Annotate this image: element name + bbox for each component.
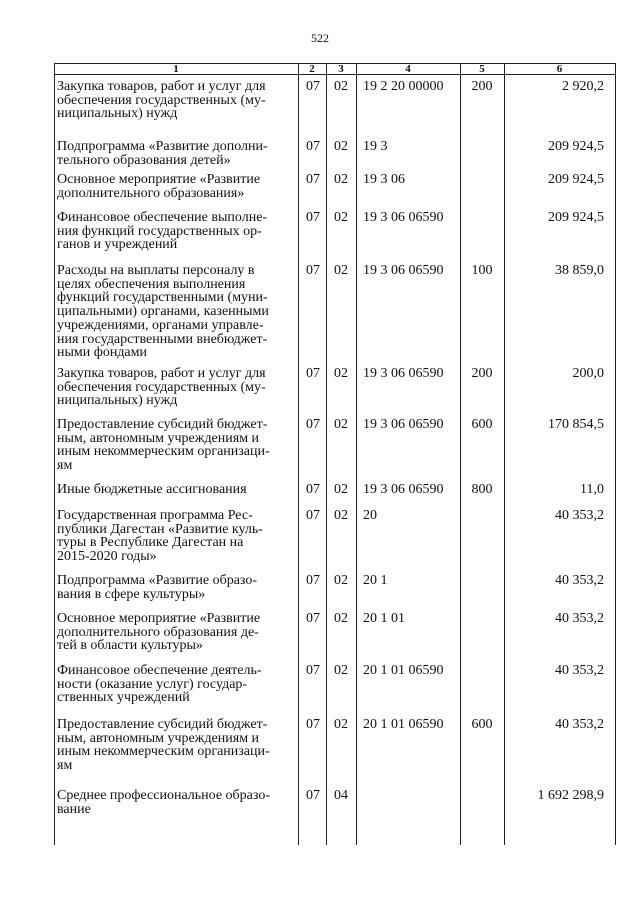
row-section: 07 [306, 210, 320, 225]
row-name: Подпрограмма «Развитие образо- вания в сфере культуры» [57, 573, 258, 602]
column-border [326, 63, 327, 845]
row-subsection: 02 [334, 172, 348, 187]
row-subsection: 02 [334, 508, 348, 523]
row-expense-type: 600 [471, 417, 493, 432]
row-target-article: 19 3 [363, 139, 388, 154]
row-sum: 11,0 [580, 482, 604, 497]
row-target-article: 19 2 20 00000 [363, 79, 444, 94]
row-section: 07 [306, 417, 320, 432]
row-target-article: 20 1 01 06590 [363, 663, 444, 678]
row-sum: 209 924,5 [548, 139, 604, 154]
row-section: 07 [306, 611, 320, 626]
row-expense-type: 200 [471, 366, 493, 381]
row-subsection: 02 [334, 663, 348, 678]
header-col-3: 3 [338, 63, 344, 75]
row-section: 07 [306, 663, 320, 678]
row-section: 07 [306, 79, 320, 94]
row-target-article: 20 1 01 06590 [363, 717, 444, 732]
header-bottom-border [54, 74, 616, 75]
row-sum: 40 353,2 [555, 611, 604, 626]
row-name: Финансовое обеспечение выполне- ния функций государственных ор- ганов и учреждений [57, 210, 268, 253]
row-expense-type: 200 [471, 79, 493, 94]
row-target-article: 19 3 06 06590 [363, 366, 444, 381]
budget-table [54, 63, 616, 845]
row-name: Расходы на выплаты персоналу в целях обеспечения выполнения функций государственными (муни- ципальными) органами, казенными учреждениями, органами управле- ния государственными внебюджет- ными фондами [57, 263, 269, 361]
row-subsection: 04 [334, 788, 348, 803]
row-subsection: 02 [334, 366, 348, 381]
row-subsection: 02 [334, 573, 348, 588]
row-sum: 209 924,5 [548, 210, 604, 225]
row-name: Подпрограмма «Развитие дополни- тельного образования детей» [57, 139, 268, 168]
row-sum: 40 353,2 [555, 508, 604, 523]
column-border [298, 63, 299, 845]
row-target-article: 19 3 06 06590 [363, 210, 444, 225]
row-name: Государственная программа Рес- публики Дагестан «Развитие куль- туры в Республике Дагестан на 2015-2020 годы» [57, 508, 263, 565]
row-section: 07 [306, 573, 320, 588]
row-section: 07 [306, 508, 320, 523]
row-subsection: 02 [334, 611, 348, 626]
column-border [504, 63, 505, 845]
column-border [54, 63, 55, 845]
page-number: 522 [311, 31, 329, 45]
row-sum: 40 353,2 [555, 717, 604, 732]
row-name: Основное мероприятие «Развитие дополнительного образования де- тей в области культуры» [57, 611, 261, 654]
row-section: 07 [306, 482, 320, 497]
row-sum: 1 692 298,9 [537, 788, 604, 803]
row-expense-type: 100 [471, 263, 493, 278]
row-section: 07 [306, 172, 320, 187]
header-col-1: 1 [173, 63, 179, 75]
row-section: 07 [306, 788, 320, 803]
header-col-6: 6 [556, 63, 563, 75]
row-subsection: 02 [334, 139, 348, 154]
row-name: Среднее профессиональное образо- вание [57, 788, 270, 817]
row-target-article: 20 1 [363, 573, 388, 588]
row-name: Предоставление субсидий бюджет- ным, автономным учреждениям и иным некоммерческим организаци- ям [57, 717, 270, 774]
row-subsection: 02 [334, 210, 348, 225]
header-col-2: 2 [309, 63, 315, 75]
row-subsection: 02 [334, 263, 348, 278]
row-name: Финансовое обеспечение деятель- ности (оказание услуг) государ- ственных учреждений [57, 663, 262, 706]
row-target-article: 19 3 06 06590 [363, 482, 444, 497]
header-col-5: 5 [479, 63, 485, 75]
row-sum: 209 924,5 [548, 172, 604, 187]
header-col-4: 4 [405, 63, 411, 75]
row-section: 07 [306, 263, 320, 278]
row-expense-type: 800 [471, 482, 493, 497]
row-subsection: 02 [334, 417, 348, 432]
row-section: 07 [306, 366, 320, 381]
row-expense-type: 600 [471, 717, 493, 732]
row-sum: 2 920,2 [562, 79, 604, 94]
row-section: 07 [306, 717, 320, 732]
row-target-article: 20 1 01 [363, 611, 405, 626]
row-sum: 40 353,2 [555, 573, 604, 588]
row-sum: 38 859,0 [555, 263, 604, 278]
row-target-article: 19 3 06 06590 [363, 417, 444, 432]
column-border [356, 63, 357, 845]
row-sum: 200,0 [572, 366, 604, 381]
column-border [615, 63, 616, 845]
row-section: 07 [306, 139, 320, 154]
row-target-article: 19 3 06 [363, 172, 405, 187]
row-subsection: 02 [334, 79, 348, 94]
row-name: Закупка товаров, работ и услуг для обеспечения государственных (му- ниципальных) нужд [57, 366, 266, 409]
row-subsection: 02 [334, 482, 348, 497]
row-sum: 170 854,5 [548, 417, 604, 432]
row-name: Закупка товаров, работ и услуг для обеспечения государственных (му- ниципальных) нужд [57, 79, 266, 122]
row-name: Основное мероприятие «Развитие дополнительного образования» [57, 172, 261, 201]
row-sum: 40 353,2 [555, 663, 604, 678]
row-target-article: 20 [363, 508, 377, 523]
row-target-article: 19 3 06 06590 [363, 263, 444, 278]
row-name: Иные бюджетные ассигнования [57, 482, 247, 497]
row-subsection: 02 [334, 717, 348, 732]
row-name: Предоставление субсидий бюджет- ным, автономным учреждениям и иным некоммерческим организаци- ям [57, 417, 270, 474]
